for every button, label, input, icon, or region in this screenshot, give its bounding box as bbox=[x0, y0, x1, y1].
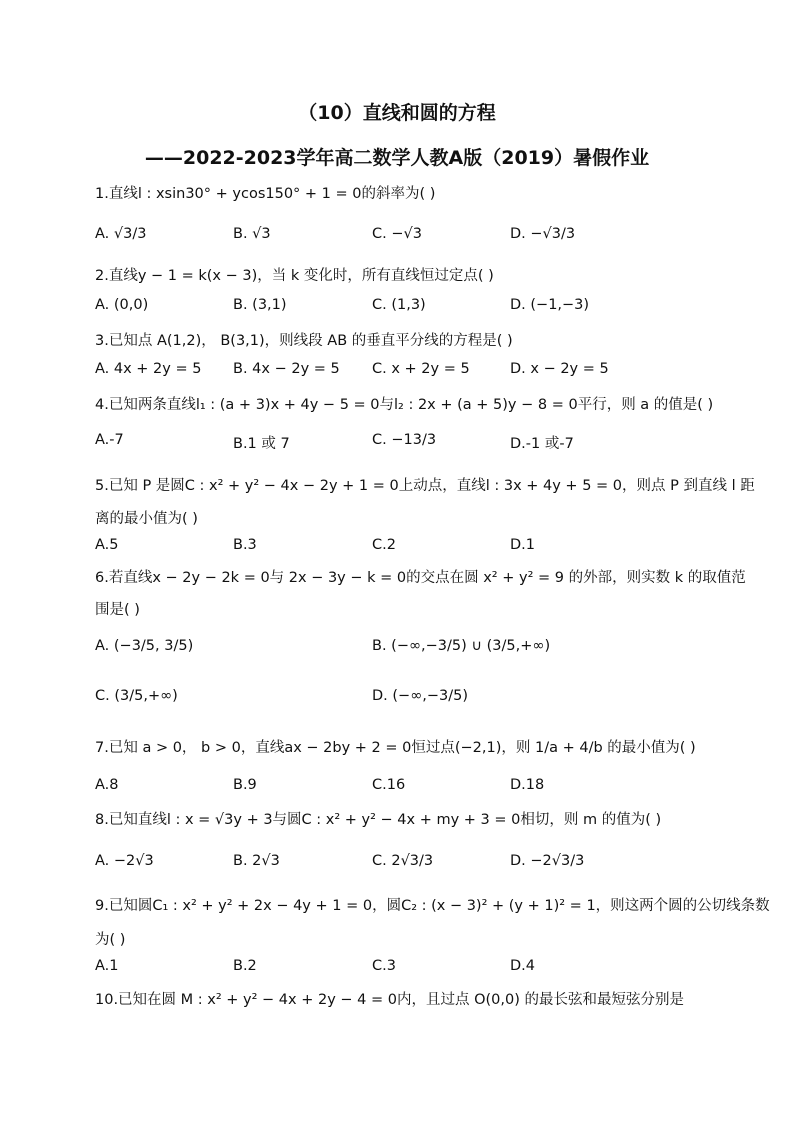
option-b: B.2 bbox=[233, 958, 257, 974]
option-b: B. (3,1) bbox=[233, 297, 287, 313]
question-stem: 9.已知圆C₁ : x² + y² + 2x − 4y + 1 = 0，圆C₂ : (x − 3)² + (y + 1)² = 1，则这两个圆的公切线条数 bbox=[95, 898, 770, 914]
option-a: A.1 bbox=[95, 958, 119, 974]
question-stem: 1.直线l : xsin30° + ycos150° + 1 = 0的斜率为( ) bbox=[95, 186, 436, 202]
question-stem: 6.若直线x − 2y − 2k = 0与 2x − 3y − k = 0的交点在圆 x² + y² = 9 的外部，则实数 k 的取值范 bbox=[95, 570, 746, 586]
option-a: A. 4x + 2y = 5 bbox=[95, 361, 202, 377]
question-stem-continued: 为( ) bbox=[95, 932, 126, 948]
option-b: B. √3 bbox=[233, 226, 271, 242]
question-stem: 10.已知在圆 M : x² + y² − 4x + 2y − 4 = 0内，且过点 O(0,0) 的最长弦和最短弦分别是 bbox=[95, 992, 684, 1008]
worksheet-title: （10）直线和圆的方程 bbox=[298, 102, 496, 124]
option-d: D. x − 2y = 5 bbox=[510, 361, 609, 377]
question-stem: 4.已知两条直线l₁ : (a + 3)x + 4y − 5 = 0与l₂ : 2x + (a + 5)y − 8 = 0平行，则 a 的值是( ) bbox=[95, 397, 714, 413]
question-stem: 8.已知直线l : x = √3y + 3与圆C : x² + y² − 4x + my + 3 = 0相切，则 m 的值为( ) bbox=[95, 812, 662, 828]
question-stem: 7.已知 a > 0， b > 0，直线ax − 2by + 2 = 0恒过点(−2,1)，则 1/a + 4/b 的最小值为( ) bbox=[95, 740, 696, 756]
option-d: D.4 bbox=[510, 958, 535, 974]
question-stem: 2.直线y − 1 = k(x − 3)，当 k 变化时，所有直线恒过定点( ) bbox=[95, 268, 494, 284]
option-d: D. −2√3/3 bbox=[510, 853, 585, 869]
option-a: A.5 bbox=[95, 537, 119, 553]
option-b: B. (−∞,−3/5) ∪ (3/5,+∞) bbox=[372, 638, 551, 654]
option-b: B. 2√3 bbox=[233, 853, 280, 869]
question-stem: 5.已知 P 是圆C : x² + y² − 4x − 2y + 1 = 0上动点，直线l : 3x + 4y + 5 = 0，则点 P 到直线 l 距 bbox=[95, 478, 755, 494]
option-c: C. −√3 bbox=[372, 226, 422, 242]
option-d: D. −√3/3 bbox=[510, 226, 576, 242]
option-c: C. x + 2y = 5 bbox=[372, 361, 470, 377]
option-b: B.3 bbox=[233, 537, 257, 553]
option-a: A. (−3/5, 3/5) bbox=[95, 638, 194, 654]
option-c: C.3 bbox=[372, 958, 396, 974]
option-d: D. (−∞,−3/5) bbox=[372, 688, 469, 704]
question-stem: 3.已知点 A(1,2)， B(3,1)，则线段 AB 的垂直平分线的方程是( ) bbox=[95, 333, 513, 349]
option-a: A.-7 bbox=[95, 432, 124, 448]
option-c: C.2 bbox=[372, 537, 396, 553]
question-stem-continued: 离的最小值为( ) bbox=[95, 511, 198, 527]
option-a: A. (0,0) bbox=[95, 297, 149, 313]
option-c: C. (1,3) bbox=[372, 297, 426, 313]
option-c: C. 2√3/3 bbox=[372, 853, 434, 869]
option-c: C.16 bbox=[372, 777, 406, 793]
option-d: D.18 bbox=[510, 777, 545, 793]
option-b: B. 4x − 2y = 5 bbox=[233, 361, 340, 377]
option-c: C. −13/3 bbox=[372, 432, 437, 448]
question-stem-continued: 围是( ) bbox=[95, 602, 140, 618]
option-d: D.-1 或-7 bbox=[510, 436, 574, 452]
option-d: D.1 bbox=[510, 537, 535, 553]
option-c: C. (3/5,+∞) bbox=[95, 688, 178, 704]
option-a: A. −2√3 bbox=[95, 853, 154, 869]
option-a: A. √3/3 bbox=[95, 226, 147, 242]
option-b: B.9 bbox=[233, 777, 257, 793]
option-b: B.1 或 7 bbox=[233, 436, 290, 452]
option-a: A.8 bbox=[95, 777, 119, 793]
worksheet-subtitle: ——2022-2023学年高二数学人教A版（2019）暑假作业 bbox=[144, 147, 650, 169]
option-d: D. (−1,−3) bbox=[510, 297, 590, 313]
